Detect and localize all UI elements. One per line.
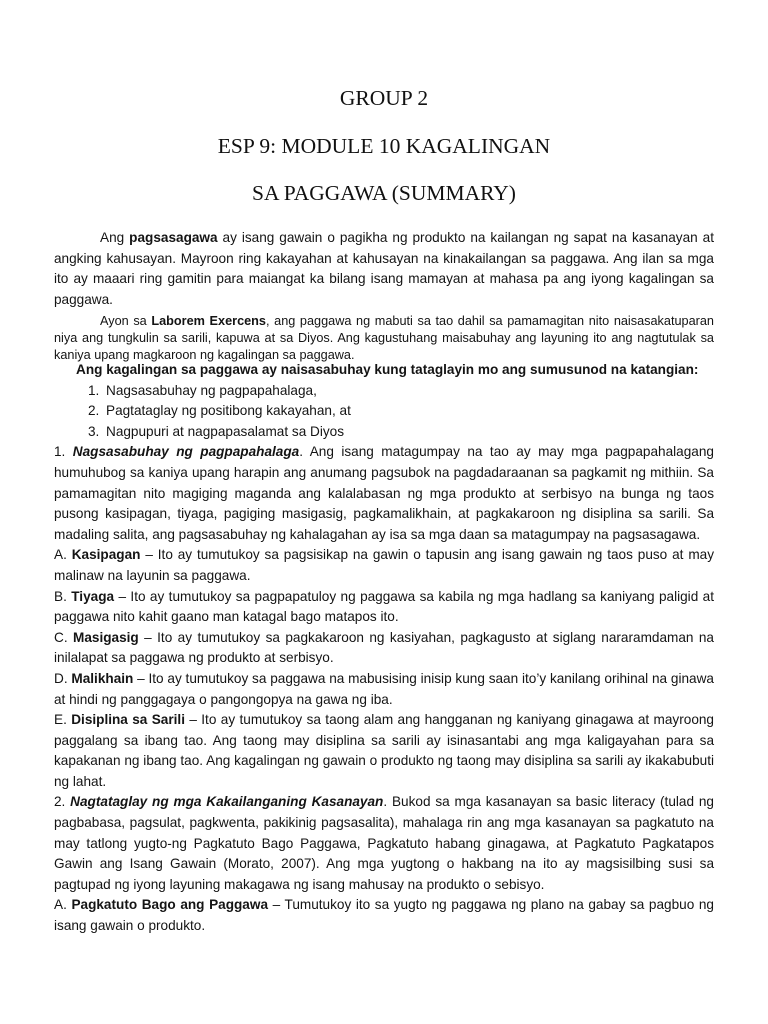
laborem-term: Laborem Exercens bbox=[151, 314, 266, 328]
trait-letter: C. bbox=[54, 629, 74, 645]
trait-text: – Ito ay tumutukoy sa paggawa na mabusising inisip kung saan ito’y kanilang orihinal na ginawa at hindi ng panggagaya o pangongopya na gawa ng iba. bbox=[54, 670, 714, 707]
list-item bbox=[54, 401, 714, 422]
laborem-paragraph-block bbox=[54, 311, 714, 365]
main-content bbox=[54, 360, 714, 937]
trait-letter: E. bbox=[54, 712, 72, 728]
module-subtitle: SA PAGGAWA (SUMMARY) bbox=[252, 181, 516, 205]
trait-letter: A. bbox=[54, 547, 72, 563]
list-number: 2. bbox=[88, 403, 100, 419]
list-text: Nagsasabuhay ng pagpapahalaga, bbox=[106, 382, 317, 398]
section-1-heading: Nagsasabuhay ng pagpapahalaga bbox=[72, 444, 300, 460]
stage-letter: A. bbox=[54, 897, 72, 913]
stage-text: – Tumutukoy ito sa yugto ng paggawa ng plano na gabay sa pagbuo ng isang gawain o produkto. bbox=[54, 897, 714, 934]
section-2-text: . Bukod sa mga kasanayan sa basic literacy (tulad ng pagbabasa, pagsulat, pagkwenta, pakikinig pagsasalita), mahalaga rin ang mga kasanayan sa pagkatuto na may tatlong yugto-ng Pagkatuto Bago Paggawa, Pagkatuto habang ginagawa, at Pagkatuto Pagkatapos Gawin ang Isang Gawain (Morato, 2007). Ang mga yugtong o hakbang na ito ay magsisilbing susi sa pagtupad ng iyong layuning makagawa ng isang mahusay na produkto o sebisyo. bbox=[54, 794, 714, 892]
section-1-number: 1. bbox=[54, 444, 73, 460]
section-2-paragraph bbox=[54, 792, 714, 895]
stage-term: Pagkatuto Bago ang Paggawa bbox=[71, 897, 269, 913]
trait-paragraph-a bbox=[54, 545, 714, 586]
laborem-text-a: Ayon sa bbox=[100, 314, 152, 328]
intro-term-pagsasagawa: pagsasagawa bbox=[129, 230, 218, 245]
list-text: Pagtataglay ng positibong kakayahan, at bbox=[106, 403, 351, 419]
section-1-paragraph bbox=[54, 442, 714, 545]
laborem-text-b: , ang paggawa ng mabuti sa tao dahil sa pamamagitan nito naisasakatuparan niya ang tungkulin sa sarili, kapuwa at sa Diyos. Ang kagustuhang maisabuhay ang layuning ito ang nagtutulak sa kaniya upang magkaroon ng kagalingan sa paggawa. bbox=[54, 314, 714, 363]
trait-paragraph-c bbox=[54, 628, 714, 669]
list-text: Nagpupuri at nagpapasalamat sa Diyos bbox=[106, 423, 345, 439]
trait-term: Malikhain bbox=[71, 670, 134, 686]
trait-text: – Ito ay tumutukoy sa pagkakaroon ng kasiyahan, pagkagusto at siglang nararamdaman na inilalapat sa paggawa ng produkto at serbisyo. bbox=[54, 629, 714, 666]
trait-term: Disiplina sa Sarili bbox=[71, 712, 185, 728]
trait-paragraph-d bbox=[54, 669, 714, 710]
section-2-number: 2. bbox=[54, 794, 71, 810]
list-item bbox=[54, 422, 714, 443]
list-number: 1. bbox=[88, 382, 100, 398]
trait-text: – Ito ay tumutukoy sa pagsisikap na gawin o tapusin ang isang gawain ng taos puso at may malinaw na layunin sa paggawa. bbox=[54, 547, 714, 583]
trait-term: Tiyaga bbox=[71, 588, 115, 604]
trait-term: Masigasig bbox=[73, 629, 139, 645]
section-1-text: . Ang isang matagumpay na tao ay may mga pagpapahalagang humuhubog sa kaniya upang harapin ang anumang pagsubok na pagdadaraanan sa pagkamit ng mithiin. Sa pamamagitan nito magiging maganda ang kalalabasan ng mga produkto at serbisyo na bunga ng taos pusong kasipagan, tiyaga, pagiging masigasig, pagkamalikhain, at pagkakaroon ng disiplina sa sarili. Sa madaling salita, ang pagsasabuhay ng kahalagahan ay isa sa mga daan sa matagumpay na pagsasagawa. bbox=[54, 444, 714, 542]
lead-text: Ang kagalingan sa paggawa ay naisasabuhay kung tataglayin mo ang sumusunod na katangian: bbox=[76, 362, 699, 377]
laborem-paragraph bbox=[54, 313, 714, 365]
trait-paragraph-e bbox=[54, 710, 714, 792]
trait-text: – Ito ay tumutukoy sa pagpapatuloy ng paggawa sa kabila ng mga hadlang sa kaniyang paligid at paggawa nito kahit gaano man katagal bago matapos ito. bbox=[54, 588, 714, 625]
intro-paragraph-block bbox=[54, 228, 714, 310]
list-item bbox=[54, 381, 714, 402]
lead-sentence bbox=[54, 360, 714, 381]
trait-paragraph-b bbox=[54, 587, 714, 628]
traits-list bbox=[54, 381, 714, 443]
trait-letter: B. bbox=[54, 588, 72, 604]
trait-term: Kasipagan bbox=[71, 547, 141, 563]
intro-paragraph bbox=[54, 228, 714, 310]
stage-a-paragraph bbox=[54, 895, 714, 936]
trait-letter: D. bbox=[54, 670, 72, 686]
list-number: 3. bbox=[88, 423, 100, 439]
group-title: GROUP 2 bbox=[339, 86, 429, 110]
intro-text-b: ay isang gawain o pagikha ng produkto na kailangan ng sapat na kasanayan at angking kahusayan. Mayroon ring kakayahan at kahusayan na kinakailangan sa paggawa. Ang ilan sa mga ito ay maaari ring gamitin para maiangat ka bilang isang mamayan at mahasa pa ang iyong kagalingan sa paggawa. bbox=[54, 230, 714, 307]
module-title: ESP 9: MODULE 10 KAGALINGAN bbox=[217, 134, 551, 158]
section-2-heading: Nagtataglay ng mga Kakailanganing Kasanayan bbox=[70, 794, 384, 810]
trait-text: – Ito ay tumutukoy sa taong alam ang hangganan ng kaniyang ginagawa at mayroong paggalang sa ibang tao. Ang taong may disiplina sa sarili ay isinasantabi ang mga kaligayahan para sa kapakanan ng ibang tao. Ang kagalingan ng gawain o produkto ng taong may disiplina sa sarili ay ikakabubuti ng lahat. bbox=[54, 712, 714, 789]
intro-text-a: Ang bbox=[100, 230, 130, 245]
